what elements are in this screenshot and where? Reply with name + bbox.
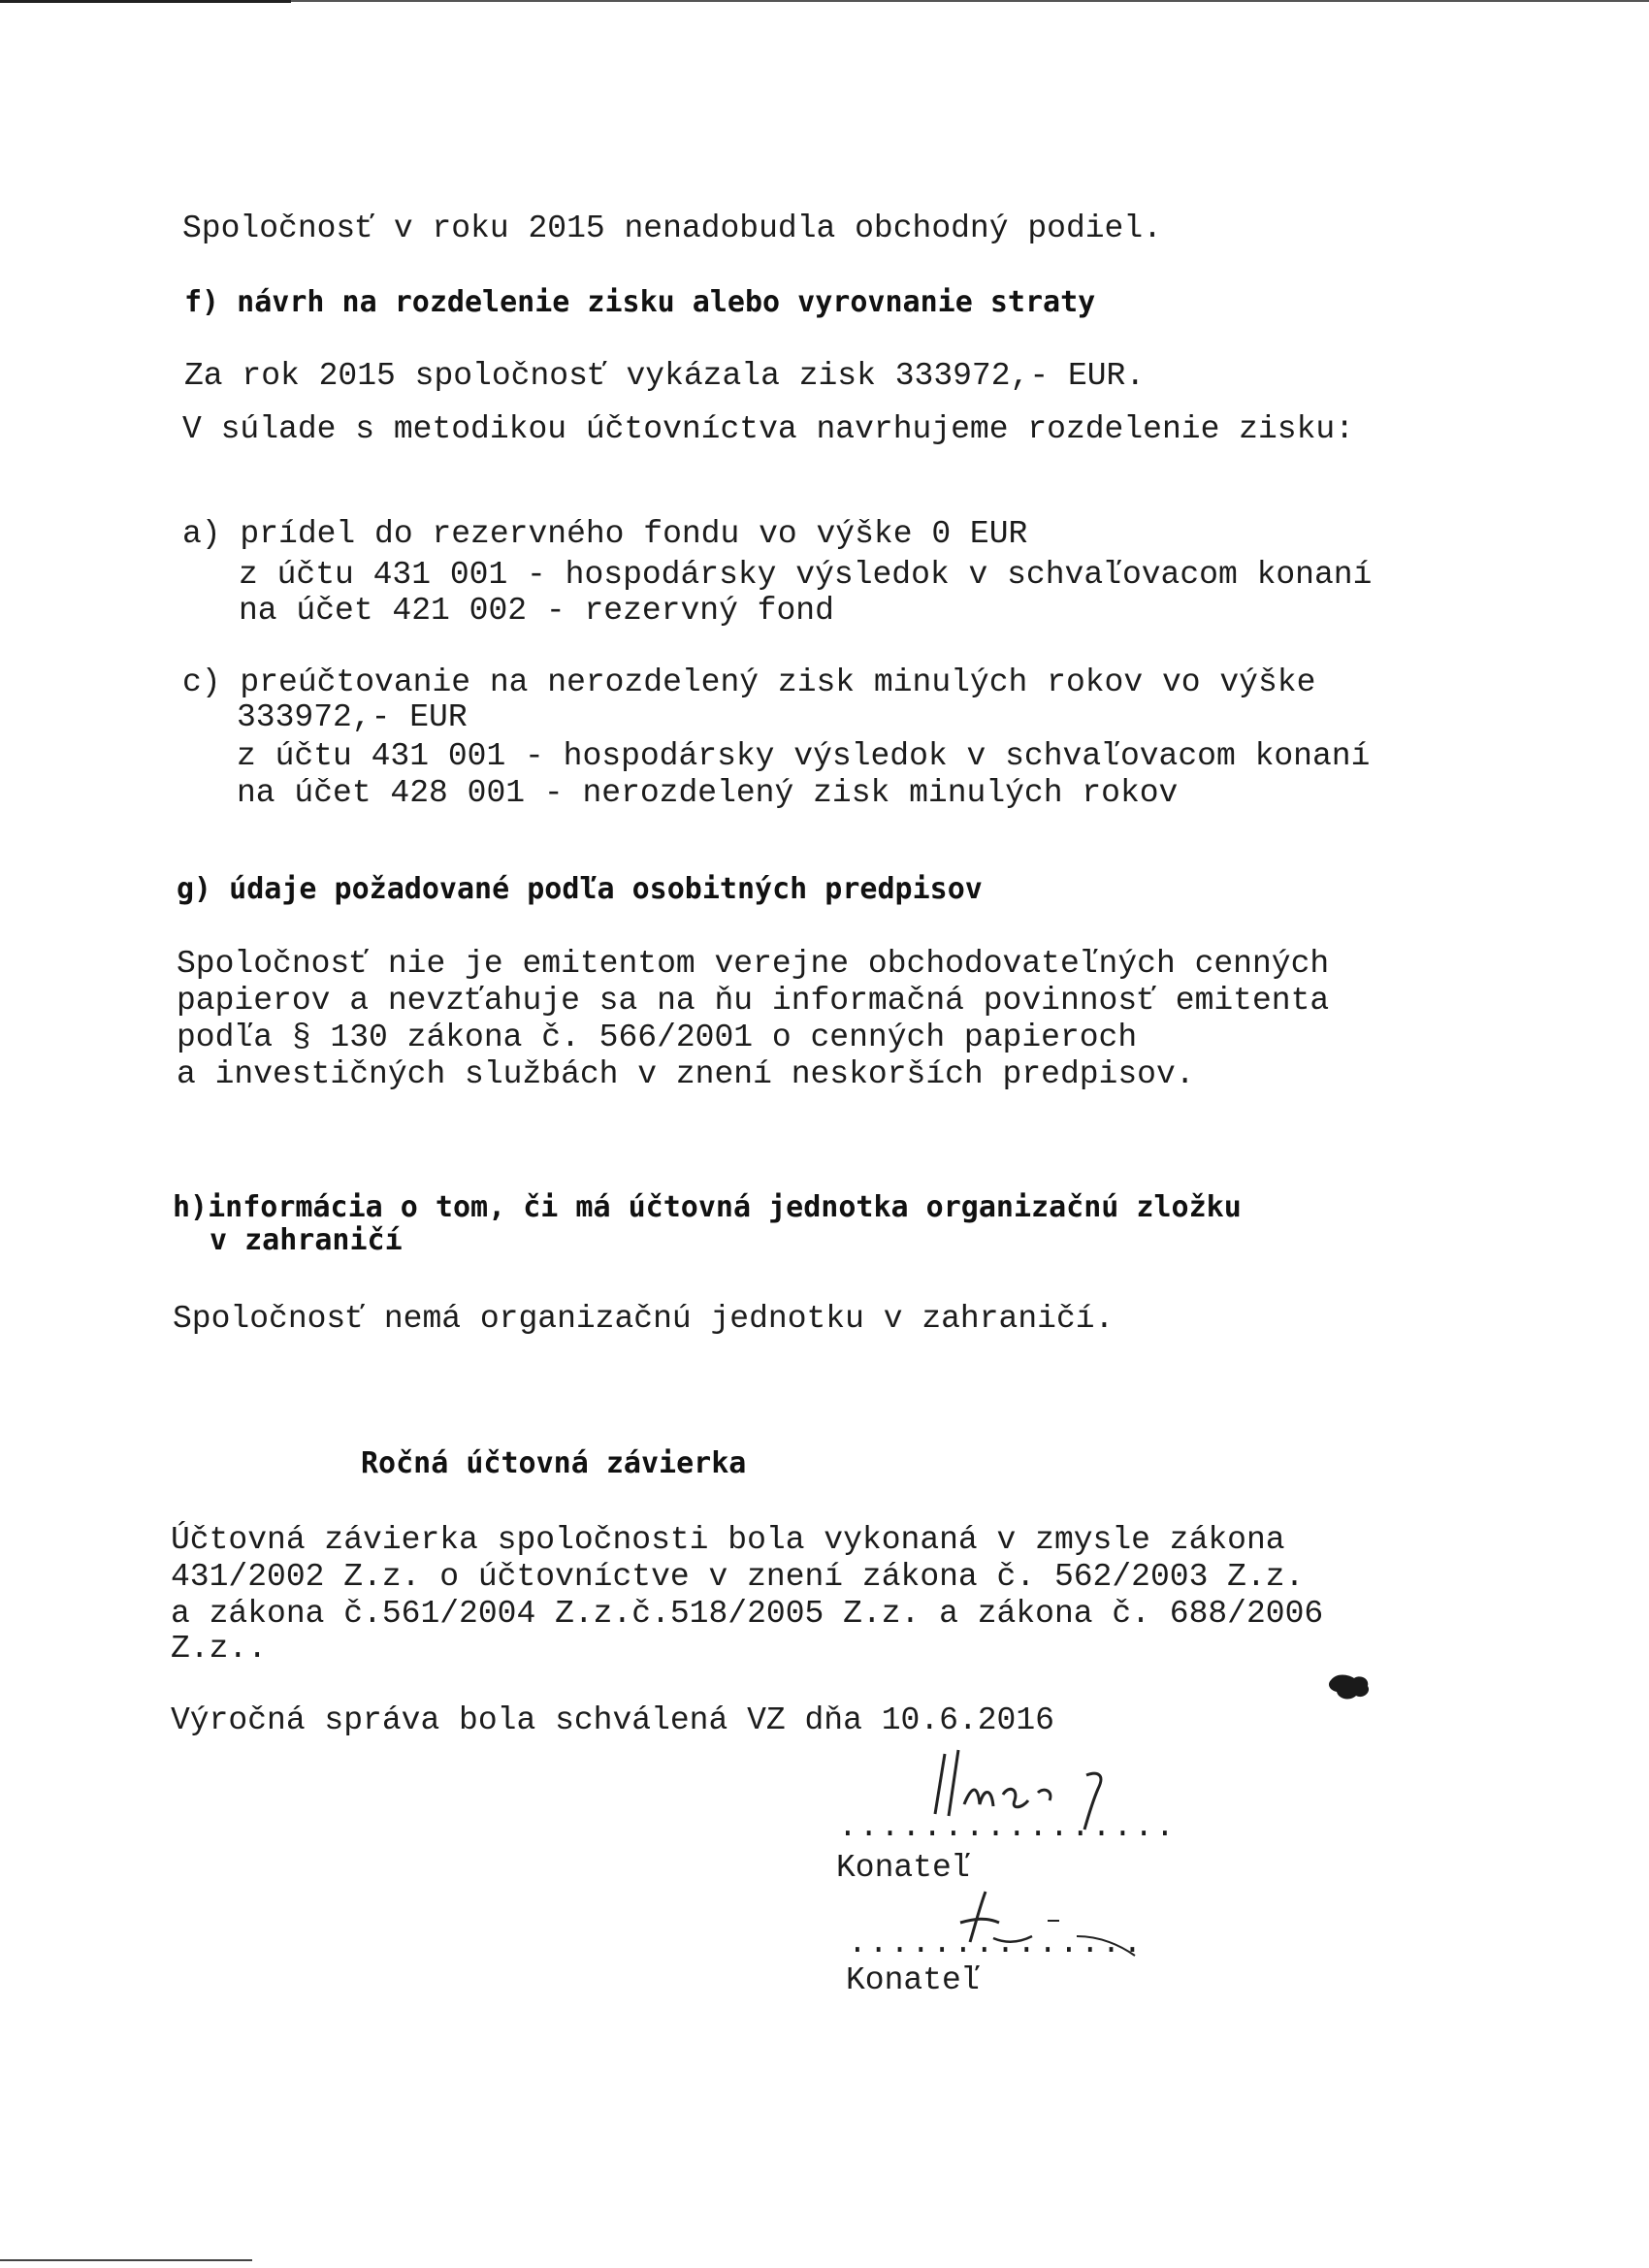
annual-heading: Ročná účtovná závierka xyxy=(361,1446,747,1480)
annual-line2: 431/2002 Z.z. o účtovníctve v znení zákona č. 562/2003 Z.z. xyxy=(171,1559,1305,1595)
item-c-line2: 333972,- EUR xyxy=(237,699,468,735)
item-a-line3: na účet 421 002 - rezervný fond xyxy=(239,593,834,629)
item-c-line1: c) preúčtovanie na nerozdelený zisk minulých rokov vo výške xyxy=(182,664,1316,700)
section-f-line1: Za rok 2015 spoločnosť vykázala zisk 333972,- EUR. xyxy=(184,358,1146,394)
section-f-heading: f) návrh na rozdelenie zisku alebo vyrovnanie straty xyxy=(184,285,1096,319)
section-g-heading: g) údaje požadované podľa osobitných predpisov xyxy=(177,872,983,906)
signature-2-dots: .............. xyxy=(848,1926,1145,1961)
section-f-line2: V súlade s metodikou účtovníctva navrhujeme rozdelenie zisku: xyxy=(182,411,1354,447)
item-c-line3: z účtu 431 001 - hospodársky výsledok v schvaľovacom konaní xyxy=(237,738,1371,774)
section-g-line4: a investičných službách v znení neskorších predpisov. xyxy=(177,1056,1195,1092)
item-a-line2: z účtu 431 001 - hospodársky výsledok v schvaľovacom konaní xyxy=(239,557,1373,593)
ink-blot-icon xyxy=(1327,1670,1374,1705)
item-a-line1: a) prídel do rezervného fondu vo výške 0 EUR xyxy=(182,516,1028,552)
section-g-line1: Spoločnosť nie je emitentom verejne obchodovateľných cenných xyxy=(177,946,1330,982)
annual-line4: Z.z.. xyxy=(171,1631,268,1667)
bottom-edge-line xyxy=(0,2259,252,2261)
section-g-line3: podľa § 130 zákona č. 566/2001 o cenných papieroch xyxy=(177,1020,1138,1055)
intro-text: Spoločnosť v roku 2015 nenadobudla obchodný podiel. xyxy=(182,211,1162,246)
item-c-line4: na účet 428 001 - nerozdelený zisk minulých rokov xyxy=(237,775,1179,811)
section-h-text: Spoločnosť nemá organizačnú jednotku v zahraničí. xyxy=(173,1301,1115,1337)
section-h-heading-cont: v zahraničí xyxy=(210,1223,403,1257)
signature-1-label: Konateľ xyxy=(836,1850,971,1886)
section-h-heading: h)informácia o tom, či má účtovná jednotka organizačnú zložku xyxy=(173,1190,1242,1224)
annual-line1: Účtovná závierka spoločnosti bola vykonaná v zmysle zákona xyxy=(171,1522,1285,1558)
signature-1-dots: ................ xyxy=(838,1809,1177,1845)
approval-text: Výročná správa bola schválená VZ dňa 10.6.2016 xyxy=(171,1702,1054,1738)
top-edge-line xyxy=(0,0,291,3)
top-edge-line-right xyxy=(291,0,1649,2)
signature-2-label: Konateľ xyxy=(846,1962,981,1998)
annual-line3: a zákona č.561/2004 Z.z.č.518/2005 Z.z. a zákona č. 688/2006 xyxy=(171,1596,1324,1632)
section-g-line2: papierov a nevzťahuje sa na ňu informačná povinnosť emitenta xyxy=(177,983,1330,1019)
